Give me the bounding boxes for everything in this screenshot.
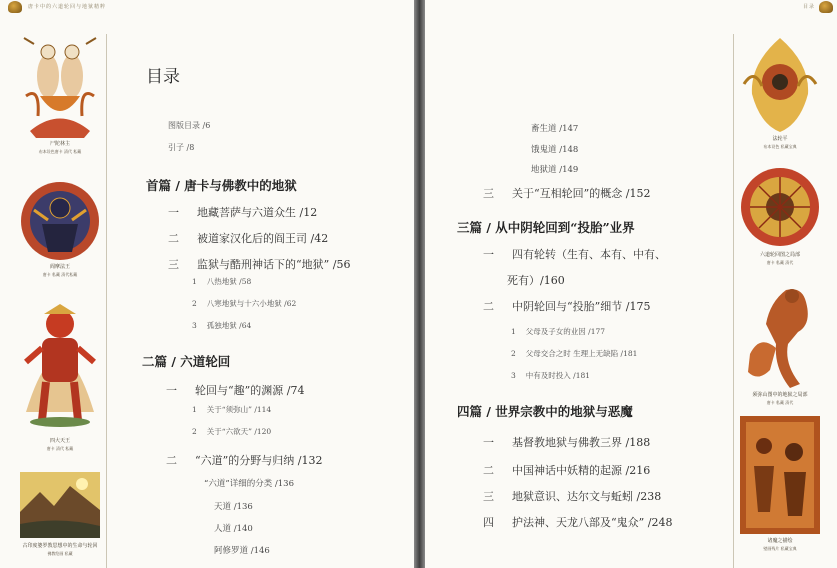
toc-text: 饿鬼道 /148 — [531, 145, 579, 155]
toc-part-heading — [457, 402, 633, 420]
toc-entry — [483, 434, 650, 450]
dharma-wheel-thangka-image — [740, 34, 820, 134]
toc-entry — [511, 326, 605, 337]
toc-number: 三 — [483, 490, 494, 503]
toc-number: 2 — [511, 349, 516, 358]
toc-number: 3 — [511, 371, 516, 380]
toc-number: 二 — [483, 300, 494, 313]
ornament-icon — [8, 1, 22, 13]
heavenly-king-thangka-image — [20, 302, 100, 428]
plate-caption: 须弥山图中的地狱之局部 唐卡 私藏 清代 — [752, 392, 808, 405]
toc-number: 3 — [192, 321, 197, 330]
toc-number: 二 — [168, 232, 179, 245]
plate-caption: 古印度婆罗教思想中的生命与轮回 佛教绘画 私藏 — [22, 543, 98, 556]
toc-entry — [483, 488, 661, 504]
toc-entry — [511, 370, 590, 381]
toc-entry — [483, 462, 650, 478]
toc-text: 阿修罗道 /146 — [214, 546, 270, 556]
toc-text: 八热地狱 /58 — [206, 277, 252, 286]
toc-number: 1 — [192, 405, 197, 414]
toc-entry — [168, 204, 317, 220]
toc-entry — [531, 122, 578, 134]
yama-thangka-image — [20, 180, 100, 262]
hell-scene-thangka-image — [740, 284, 820, 396]
toc-text: 畜生道 /147 — [531, 124, 579, 134]
toc-number: 一 — [168, 206, 179, 219]
toc-entry — [483, 298, 650, 314]
demons-mural-image — [740, 416, 820, 534]
toc-part-heading — [146, 176, 297, 194]
toc-entry — [214, 544, 270, 556]
toc-text: 监狱与酷刑神话下的“地狱” /56 — [197, 258, 351, 271]
toc-text: 父母及子女的业因 /177 — [525, 327, 606, 336]
toc-entry — [204, 477, 294, 489]
plate-caption: 四大天王 唐卡 清代 私藏 — [46, 438, 74, 451]
toc-entry — [192, 404, 271, 415]
ornament-icon — [819, 1, 833, 13]
toc-text: 孤独地狱 /64 — [206, 321, 252, 330]
toc-text: 二篇 / 六道轮回 — [142, 354, 231, 369]
toc-part-heading — [457, 218, 635, 236]
toc-number: 三 — [483, 187, 494, 200]
book-gutter — [414, 0, 425, 568]
right-page — [425, 0, 837, 568]
toc-text: 轮回与“趣”的渊源 /74 — [195, 384, 305, 397]
toc-number: 二 — [166, 454, 177, 467]
toc-entry — [531, 163, 578, 175]
left-page — [0, 0, 414, 568]
toc-entry — [192, 276, 251, 287]
right-illustration-column — [733, 34, 826, 568]
toc-text: 关于“六欲天” /120 — [206, 427, 272, 436]
plate-caption: 法轮平 布本设色 私藏宝典 — [763, 136, 797, 149]
left-illustration-column — [14, 34, 107, 568]
plate-caption: 阎摩法王 唐卡 私藏 清代私藏 — [42, 264, 78, 277]
toc-entry — [168, 142, 194, 153]
page-title: 目录 — [146, 67, 180, 87]
toc-text: 引子 /8 — [168, 143, 195, 152]
toc-entry — [168, 120, 210, 131]
toc-text: 四篇 / 世界宗教中的地狱与恶魔 — [457, 404, 633, 419]
toc-number: 1 — [511, 327, 516, 336]
toc-text: 父母交合之时 生理上无缺陷 /181 — [525, 349, 638, 358]
toc-number: 2 — [192, 299, 197, 308]
toc-entry — [507, 272, 565, 288]
toc-entry — [166, 382, 304, 398]
toc-entry — [214, 500, 253, 512]
toc-text: 首篇 / 唐卡与佛教中的地狱 — [146, 178, 297, 193]
toc-text: 中国神话中妖精的起源 /216 — [512, 464, 651, 477]
toc-text: 关于“须弥山” /114 — [206, 405, 272, 414]
toc-number: 1 — [192, 277, 197, 286]
landscape-painting-image — [20, 472, 100, 538]
toc-text: 四有轮转（生有、本有、中有、 — [512, 248, 666, 261]
toc-number: 二 — [483, 464, 494, 477]
toc-entry — [168, 256, 350, 272]
plate-caption: 尸陀林主 布本设色唐卡 清代 私藏 — [38, 141, 82, 154]
toc-text: 地狱道 /149 — [531, 165, 579, 175]
toc-entry — [192, 426, 271, 437]
toc-text: 人道 /140 — [214, 524, 253, 534]
plate-caption: 诸魔之描绘 壁画残片 私藏宝典 — [763, 538, 797, 551]
toc-text: 八寒地狱与十六小地狱 /62 — [206, 299, 297, 308]
citipati-thangka-image — [20, 36, 100, 138]
toc-number: 一 — [483, 436, 494, 449]
toc-text: 基督教地狱与佛教三界 /188 — [512, 436, 651, 449]
toc-text: 天道 /136 — [214, 502, 253, 512]
toc-text: 死有）/160 — [507, 274, 565, 287]
toc-text: “六道”的分野与归纳 /132 — [195, 454, 323, 467]
toc-entry — [214, 522, 253, 534]
toc-text: 地狱意识、达尔文与蚯蚓 /238 — [512, 490, 662, 503]
toc-part-heading — [142, 352, 230, 370]
toc-text: 被道家汉化后的阎王司 /42 — [197, 232, 329, 245]
toc-entry — [483, 514, 672, 530]
toc-entry — [166, 452, 322, 468]
toc-entry — [531, 143, 578, 155]
toc-entry — [168, 230, 328, 246]
toc-entry — [192, 298, 296, 309]
wheel-of-life-thangka-image — [740, 166, 820, 248]
toc-text: 中阴轮回与“投胎”细节 /175 — [512, 300, 651, 313]
toc-entry — [483, 185, 650, 201]
toc-number: 2 — [192, 427, 197, 436]
plate-caption: 六道轮回图之局部 唐卡 私藏 清代 — [759, 252, 800, 265]
toc-number: 四 — [483, 516, 494, 529]
toc-text: 关于“互相轮回”的概念 /152 — [512, 187, 651, 200]
running-head: 目录 — [803, 4, 816, 10]
toc-entry — [511, 348, 637, 359]
toc-text: 地藏菩萨与六道众生 /12 — [197, 206, 318, 219]
toc-entry — [192, 320, 251, 331]
toc-text: 图版目录 /6 — [168, 121, 211, 130]
toc-text: 护法神、天龙八部及“鬼众” /248 — [512, 516, 673, 529]
toc-text: 三篇 / 从中阴轮回到“投胎”业界 — [457, 220, 635, 235]
toc-entry — [483, 246, 666, 262]
toc-text: “六道”详细的分类 /136 — [204, 479, 294, 489]
toc-number: 一 — [483, 248, 494, 261]
running-head: 唐卡中的六道轮回与地狱精粹 — [28, 4, 107, 10]
toc-text: 中有及时投入 /181 — [525, 371, 591, 380]
toc-number: 一 — [166, 384, 177, 397]
toc-number: 三 — [168, 258, 179, 271]
